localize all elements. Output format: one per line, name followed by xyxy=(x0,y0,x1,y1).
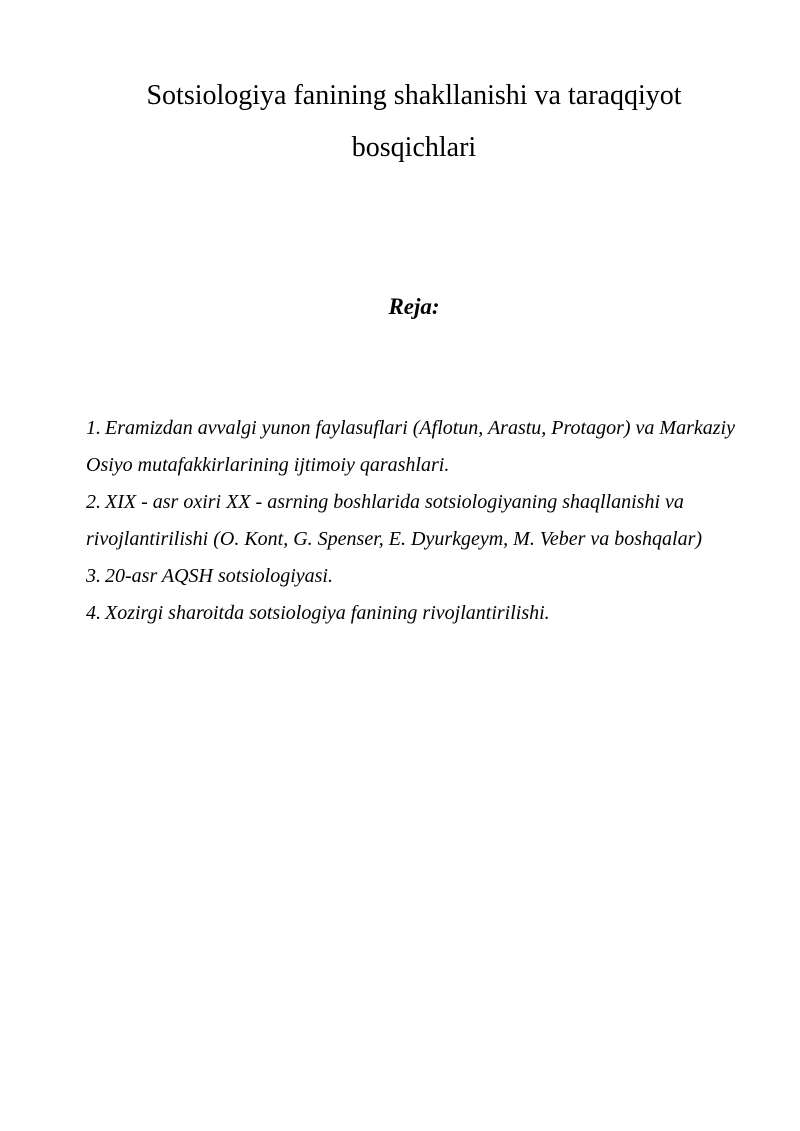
plan-item-number: 4. xyxy=(86,602,101,624)
plan-item-2 xyxy=(86,484,746,558)
plan-item-text: Eramizdan avvalgi yunon faylasuflari (Aflotun, Arastu, Protagor) va Markaziy Osiyo mutafakkirlarining ijtimoiy qarashlari. xyxy=(86,417,735,476)
plan-item-4 xyxy=(86,595,746,632)
plan-item-text: 20-asr AQSH sotsiologiyasi. xyxy=(105,565,333,587)
plan-item-number: 2. xyxy=(86,491,101,513)
plan-item-number: 1. xyxy=(86,417,101,439)
plan-heading: Reja: xyxy=(388,294,440,319)
document-title xyxy=(100,70,728,174)
plan-item-number: 3. xyxy=(86,565,101,587)
title-line-1: Sotsiologiya fanining shakllanishi va taraqqiyot xyxy=(146,80,682,111)
plan-list xyxy=(86,410,746,632)
plan-item-3 xyxy=(86,558,746,595)
plan-item-text: Xozirgi sharoitda sotsiologiya fanining rivojlantirilishi. xyxy=(105,602,550,624)
title-line-2: bosqichlari xyxy=(351,132,477,163)
plan-item-text: XIX - asr oxiri XX - asrning boshlarida sotsiologiyaning shaqllanishi va rivojlantirilishi (O. Kont, G. Spenser, E. Dyurkgeym, M. Veber va boshqalar) xyxy=(86,491,703,550)
plan-item-1 xyxy=(86,410,746,484)
